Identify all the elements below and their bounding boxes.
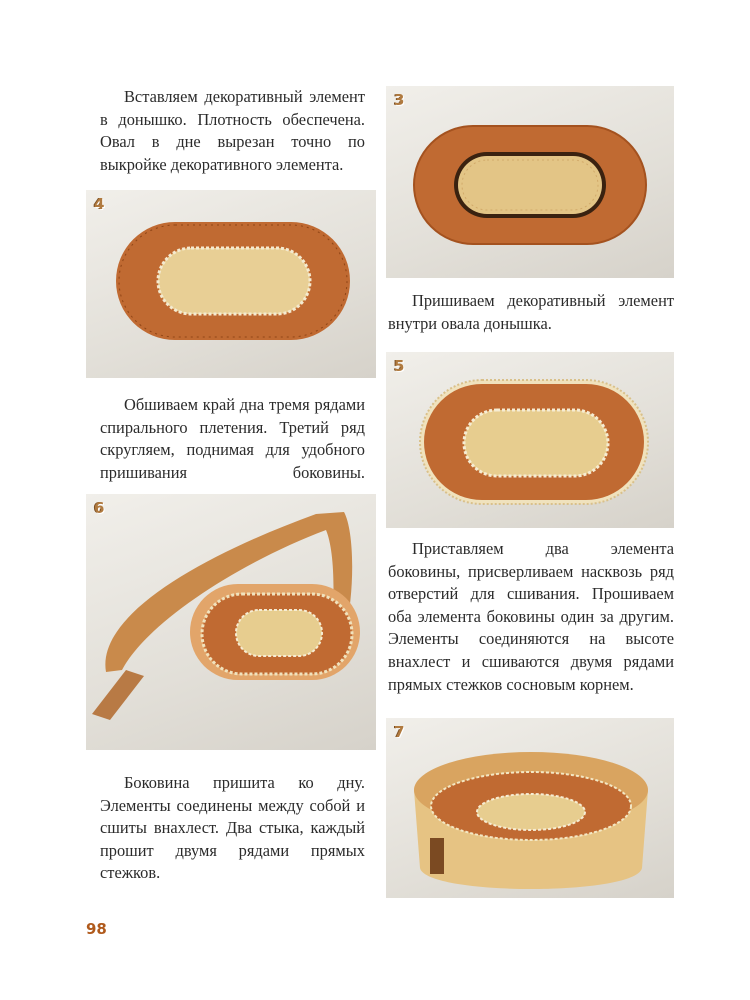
photo-step-7: [386, 718, 674, 898]
photo-step-3: [386, 86, 674, 278]
finished-box-illustration: [386, 718, 674, 898]
photo-step-4: [86, 190, 376, 378]
paragraph-step7-text: Боковина пришита ко дну. Элементы соединены между собой и сшиты внахлест. Два стыка, каждый прошит двумя рядами прямых стежков.: [100, 773, 365, 883]
oval-bottom-stitched-insert-illustration: [86, 190, 376, 378]
side-wall-attaching-illustration: [86, 494, 376, 750]
paragraph-step4-text: Пришиваем декоративный элемент внутри овала донышка.: [388, 291, 674, 333]
photo-step-6: [86, 494, 376, 750]
paragraph-step5-text: Обшиваем край дна тремя рядами спирального плетения. Третий ряд скругляем, поднимая для удобного пришивания боковины.: [100, 395, 365, 482]
page-number: 98: [86, 920, 107, 938]
oval-bottom-spiral-edge-illustration: [386, 352, 674, 528]
paragraph-step6-text: Приставляем два элемента боковины, присверливаем насквозь ряд отверстий для сшивания. Прошиваем оба элемента боковины один за другим. Элементы соединяются на высоте внахлест и сшиваются двумя рядами прямых стежков сосновым корнем.: [388, 539, 674, 694]
step-number-4: 4: [94, 195, 105, 213]
paragraph-step3-text: Вставляем декоративный элемент в донышко. Плотность обеспечена. Овал в дне вырезан точно по выкройке декоративного элемента.: [100, 87, 365, 174]
step-number-7: 7: [394, 723, 405, 741]
step-number-6: 6: [94, 499, 105, 517]
step-number-5: 5: [394, 357, 405, 375]
step-number-3: 3: [394, 91, 405, 109]
photo-step-5: [386, 352, 674, 528]
oval-bottom-with-insert-illustration: [386, 86, 674, 278]
